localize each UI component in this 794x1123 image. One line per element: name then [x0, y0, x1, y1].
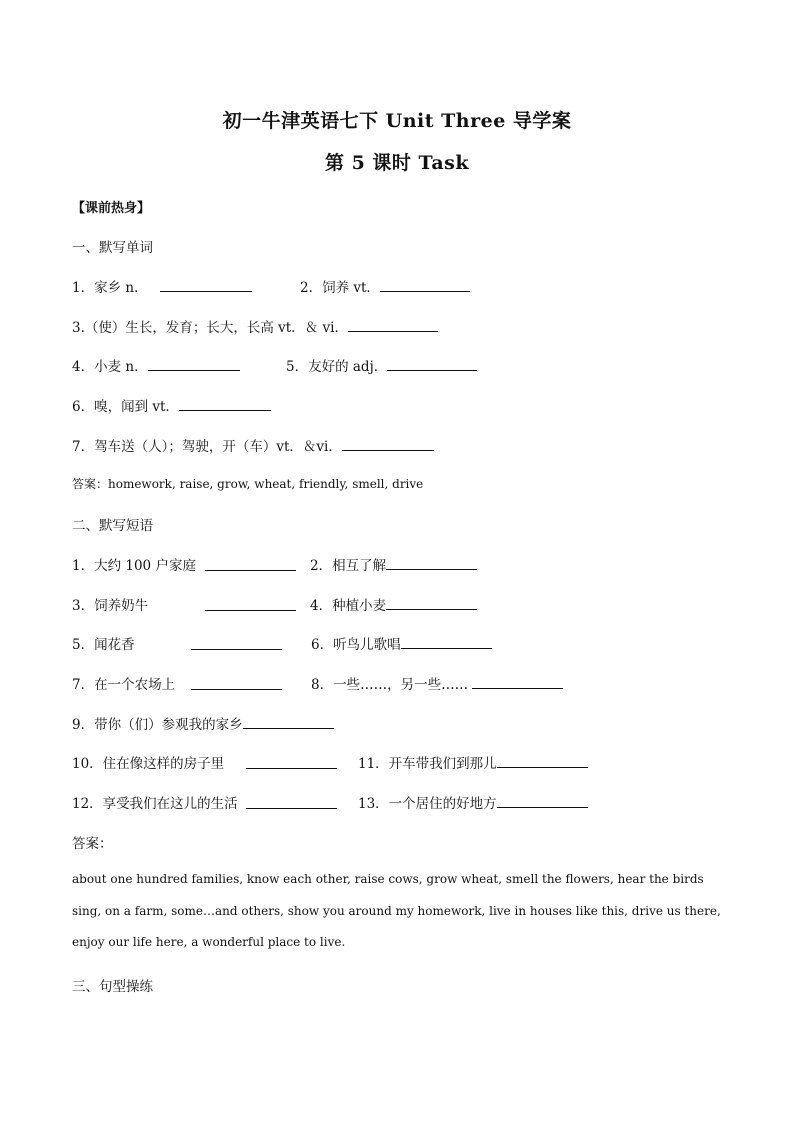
- answer-blank[interactable]: [148, 356, 240, 371]
- word-item-label: 1．家乡 n．: [72, 280, 148, 296]
- section3-heading: 三、句型操练: [72, 979, 153, 995]
- answer-blank[interactable]: [246, 754, 337, 769]
- section1-heading: 一、默写单词: [72, 240, 153, 256]
- phrase-item-2: [310, 554, 477, 574]
- answer-blank[interactable]: [246, 794, 337, 809]
- answer-blank[interactable]: [243, 714, 334, 729]
- answer-blank[interactable]: [380, 277, 470, 292]
- answer-blank[interactable]: [205, 556, 296, 571]
- phrase-item-13: [358, 792, 588, 812]
- phrase-item-label: 5．闻花香: [72, 637, 135, 653]
- word-item-label: 6．嗅，闻到 vt．: [72, 399, 179, 415]
- word-item-2: [300, 276, 470, 296]
- word-item-label: 5．友好的 adj．: [286, 359, 388, 375]
- phrase-item-4: [310, 594, 477, 614]
- section2-heading: 二、默写短语: [72, 518, 153, 534]
- word-item-7: [72, 435, 434, 455]
- phrase-item-label: 1．大约 100 户家庭: [72, 558, 196, 574]
- word-item-3: [72, 316, 438, 336]
- section2-answer-text: about one hundred families, know each other, raise cows, grow wheat, smell the flowers, hear the birds sing, on a farm, some…and others, show you around my homework, live in houses like this, drive us there, enjoy our life here, a wonderful place to live.: [72, 872, 721, 949]
- section2-answer-label: 答案：: [72, 836, 113, 852]
- answer-blank[interactable]: [191, 635, 282, 650]
- phrase-item-11: [358, 752, 588, 772]
- section1-answer: 答案：homework, raise, grow, wheat, friendly, smell, drive: [72, 477, 424, 491]
- phrase-item-1: [72, 554, 196, 574]
- phrase-item-12: [72, 792, 238, 812]
- phrase-item-9: [72, 713, 334, 733]
- word-item-6: [72, 395, 271, 415]
- title-line2: 第 5 课时 Task: [324, 152, 470, 174]
- phrase-item-label: 11．开车带我们到那儿: [358, 756, 497, 772]
- answer-blank[interactable]: [401, 634, 492, 649]
- word-item-label: 3.（使）生长，发育；长大，长高 vt．＆ vi．: [72, 320, 348, 336]
- answer-blank[interactable]: [160, 277, 252, 292]
- phrase-item-label: 13．一个居住的好地方: [358, 796, 497, 812]
- phrase-item-label: 7．在一个农场上: [72, 677, 176, 693]
- phrase-item-label: 3．饲养奶牛: [72, 598, 149, 614]
- phrase-item-5: [72, 633, 135, 653]
- phrase-item-label: 8．一些……，另一些……: [311, 677, 469, 693]
- phrase-item-label: 2．相互了解: [310, 558, 387, 574]
- word-item-4: [72, 355, 240, 375]
- phrase-item-label: 12．享受我们在这儿的生活: [72, 796, 238, 812]
- word-item-5: [286, 355, 477, 375]
- warmup-heading: 【课前热身】: [72, 201, 151, 216]
- phrase-item-8: [311, 673, 563, 693]
- answer-blank[interactable]: [387, 356, 477, 371]
- title-line1: 初一牛津英语七下 Unit Three 导学案: [222, 110, 572, 132]
- phrase-item-label: 9．带你（们）参观我的家乡: [72, 717, 243, 733]
- phrase-item-6: [311, 633, 492, 653]
- phrase-item-10: [72, 752, 224, 772]
- word-item-label: 4．小麦 n．: [72, 359, 148, 375]
- answer-blank[interactable]: [472, 674, 563, 689]
- answer-blank[interactable]: [205, 596, 296, 611]
- answer-blank[interactable]: [191, 675, 282, 690]
- answer-blank[interactable]: [348, 317, 438, 332]
- phrase-item-label: 6．听鸟儿歌唱: [311, 637, 401, 653]
- phrase-item-3: [72, 594, 148, 614]
- answer-blank[interactable]: [497, 753, 588, 768]
- word-item-1: [72, 276, 252, 296]
- phrase-item-7: [72, 673, 175, 693]
- answer-blank[interactable]: [386, 595, 477, 610]
- word-item-label: 7．驾车送（人）；驾驶，开（车）vt．＆vi．: [72, 439, 342, 455]
- word-item-label: 2．饲养 vt．: [300, 280, 380, 296]
- answer-blank[interactable]: [497, 793, 588, 808]
- answer-blank[interactable]: [386, 555, 477, 570]
- phrase-item-label: 10．住在像这样的房子里: [72, 756, 225, 772]
- phrase-item-label: 4．种植小麦: [310, 598, 387, 614]
- answer-blank[interactable]: [179, 396, 271, 411]
- answer-blank[interactable]: [342, 436, 434, 451]
